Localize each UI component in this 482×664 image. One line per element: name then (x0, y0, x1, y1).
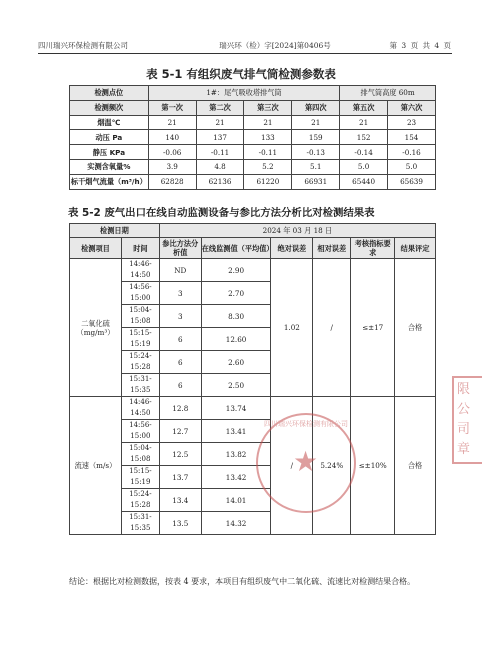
rel-error: 5.24% (313, 397, 351, 535)
col-header: 检测项目 (70, 238, 122, 259)
table-row: 15:24-15:28 6 2.60 (70, 351, 436, 374)
stack-height: 排气筒高度 60m (340, 86, 436, 101)
page-number: 第 3 页 共 4 页 (389, 41, 452, 50)
date-label: 检测日期 (70, 224, 160, 238)
col-header: 在线监测值（平均值） (201, 238, 271, 259)
table-row: 15:24-15:28 13.4 14.01 (70, 489, 436, 512)
table-row: 14:56-15:00 12.7 13.41 (70, 420, 436, 443)
freq-header: 第一次 (148, 100, 196, 115)
table1-title: 表 5-1 有组织废气排气筒检测参数表 (146, 67, 336, 81)
table-row: 动压 Pa 140 137 133 159 152 154 (70, 130, 436, 145)
table-row: 15:15-15:19 13.7 13.42 (70, 466, 436, 489)
comparison-table (69, 223, 436, 535)
report-number: 瑞兴环（检）字[2024]第0406号 (219, 41, 331, 50)
requirement: ≤±17 (351, 259, 395, 397)
table-row: 烟温℃ 21 21 21 21 21 23 (70, 115, 436, 130)
table-row: 标干烟气流量（m³/h） 62828 62136 61220 66931 65440 65639 (70, 174, 436, 189)
point-label: 检测点位 (70, 86, 149, 101)
col-header: 时间 (121, 238, 159, 259)
col-header: 结果评定 (395, 238, 436, 259)
side-seal-text: 限公司 章 (452, 376, 482, 464)
freq-header: 第二次 (196, 100, 244, 115)
table-row: 15:31-15:35 13.5 14.32 (70, 512, 436, 535)
seal-text: 四川瑞兴环保检测有限公司 (264, 420, 348, 428)
table-row: 15:04-15:08 3 8.30 (70, 305, 436, 328)
freq-header: 第四次 (292, 100, 340, 115)
freq-header: 第五次 (340, 100, 388, 115)
col-header: 考核指标要求 (351, 238, 395, 259)
freq-label: 检测频次 (70, 100, 149, 115)
conclusion-text: 结论：根据比对检测数据，按表 4 要求，本项目有组织废气中二氧化硫、流速比对检测结果合格。 (69, 577, 416, 586)
page-header (38, 40, 452, 54)
result: 合格 (395, 259, 436, 397)
abs-error: 1.02 (271, 259, 313, 397)
abs-error: / (271, 397, 313, 535)
date-value: 2024 年 03 月 18 日 (159, 224, 435, 238)
side-seal (452, 376, 482, 457)
rel-error: / (313, 259, 351, 397)
table-row: 流速（m/s） 14:46-14:50 12.8 13.74 / 5.24% ≤±10% 合格 (70, 397, 436, 420)
item-so2: 二氧化硫（mg/m³） (70, 259, 122, 397)
table-row: 15:04-15:08 12.5 13.82 (70, 443, 436, 466)
star-icon: ★ (293, 445, 319, 478)
table-row: 实测含氧量% 3.9 4.8 5.2 5.1 5.0 5.0 (70, 159, 436, 174)
parameter-table (69, 85, 436, 190)
freq-header: 第三次 (244, 100, 292, 115)
result: 合格 (395, 397, 436, 535)
col-header: 参比方法分析值 (159, 238, 201, 259)
table-row: 二氧化硫（mg/m³） 14:46-14:50 ND 2.90 1.02 / ≤±17 合格 (70, 259, 436, 282)
table2-title: 表 5-2 废气出口在线自动监测设备与参比方法分析比对检测结果表 (68, 207, 375, 219)
table-row: 静压 KPa -0.06 -0.11 -0.11 -0.13 -0.14 -0.16 (70, 145, 436, 160)
table-row: 15:15-15:19 6 12.60 (70, 328, 436, 351)
table-row: 14:56-15:00 3 2.70 (70, 282, 436, 305)
col-header: 绝对误差 (271, 238, 313, 259)
freq-header: 第六次 (388, 100, 436, 115)
requirement: ≤±10% (351, 397, 395, 535)
point-value: 1#：尾气吸收塔排气筒 (148, 86, 339, 101)
item-velocity: 流速（m/s） (70, 397, 122, 535)
table-row: 15:31-15:35 6 2.50 (70, 374, 436, 397)
company-name: 四川瑞兴环保检测有限公司 (38, 41, 128, 50)
col-header: 相对误差 (313, 238, 351, 259)
